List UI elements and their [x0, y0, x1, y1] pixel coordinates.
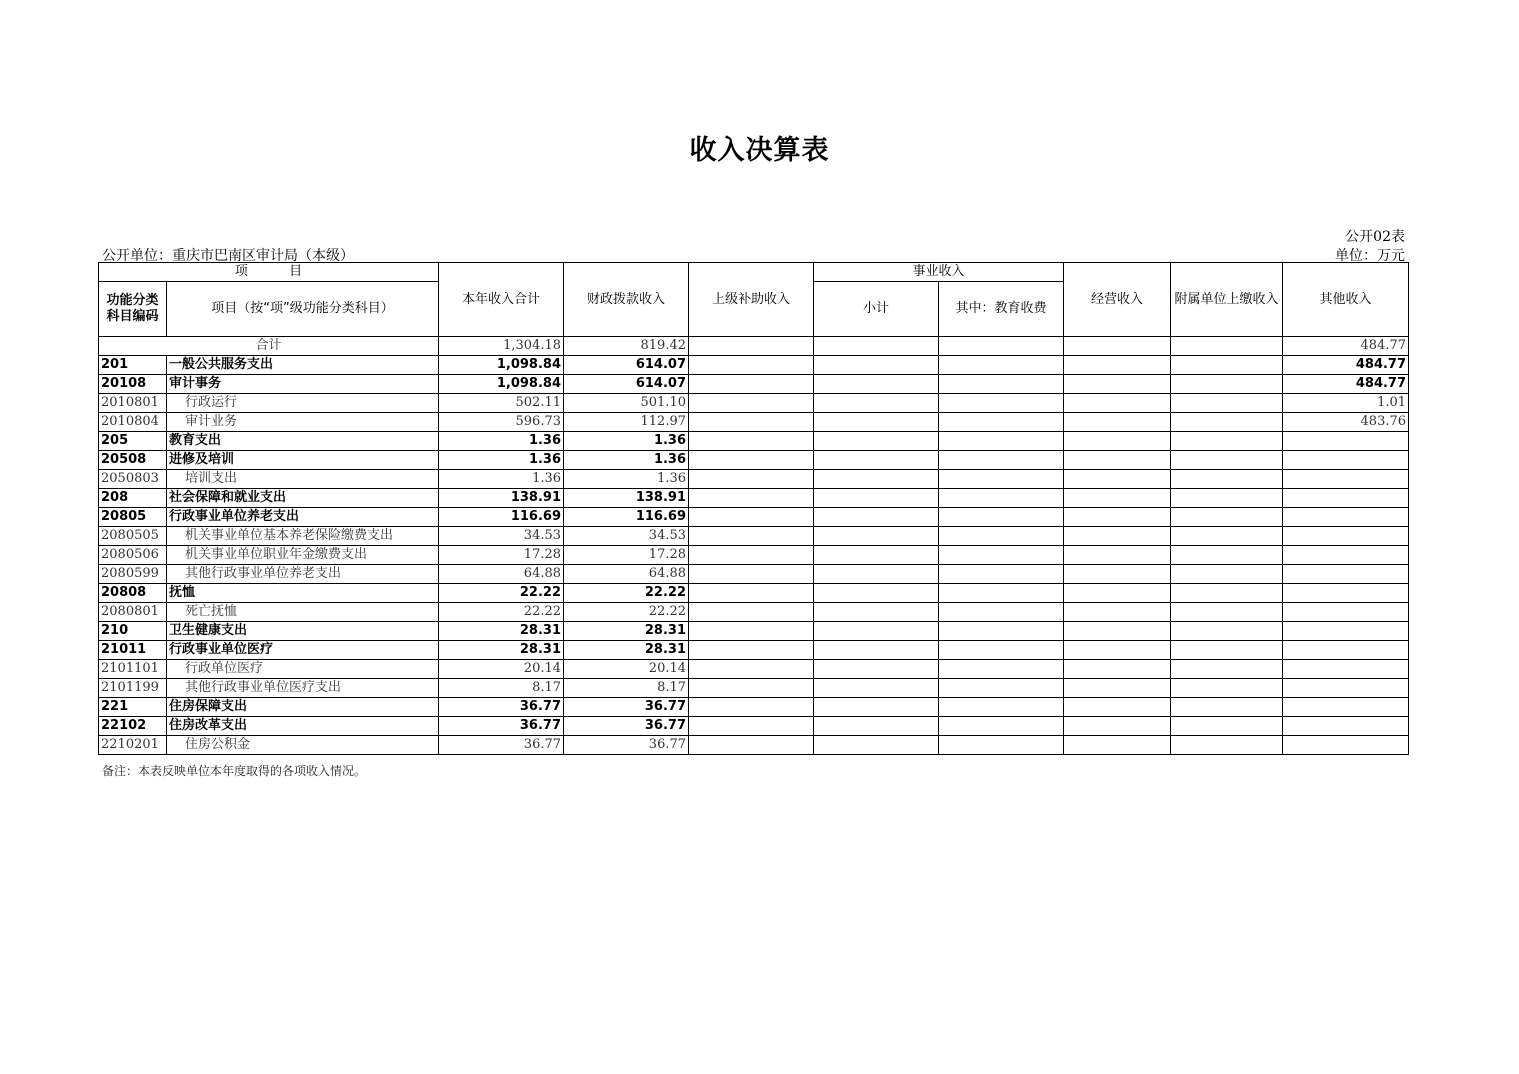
row-code: 2080599: [99, 565, 167, 584]
row-code: 2010804: [99, 413, 167, 432]
row-other: [1283, 470, 1409, 489]
row-other: [1283, 679, 1409, 698]
row-fiscal: 1.36: [564, 470, 689, 489]
row-name: 行政事业单位养老支出: [167, 508, 439, 527]
row-other: [1283, 508, 1409, 527]
row-name: 其他行政事业单位医疗支出: [167, 679, 439, 698]
row-code: 2210201: [99, 736, 167, 755]
total-other: 484.77: [1283, 337, 1409, 356]
row-fiscal: 28.31: [564, 622, 689, 641]
table-row: [99, 736, 1409, 755]
row-name: 审计事务: [167, 375, 439, 394]
row-code: 2080506: [99, 546, 167, 565]
table-row: [99, 508, 1409, 527]
row-code: 20108: [99, 375, 167, 394]
row-other: [1283, 565, 1409, 584]
table-row: [99, 622, 1409, 641]
header-career: 事业收入: [814, 263, 1064, 282]
table-row: [99, 679, 1409, 698]
row-total: 1.36: [439, 432, 564, 451]
table-row: [99, 698, 1409, 717]
total-row: [99, 337, 1409, 356]
table-row: [99, 356, 1409, 375]
row-total: 8.17: [439, 679, 564, 698]
row-code: 2050803: [99, 470, 167, 489]
header-total: 本年收入合计: [439, 263, 564, 337]
header-code: 功能分类科目编码: [99, 282, 167, 337]
table-row: [99, 584, 1409, 603]
row-other: [1283, 451, 1409, 470]
table-row: [99, 565, 1409, 584]
row-fiscal: 116.69: [564, 508, 689, 527]
row-name: 住房保障支出: [167, 698, 439, 717]
header-business: 经营收入: [1064, 263, 1171, 337]
row-code: 20805: [99, 508, 167, 527]
row-total: 22.22: [439, 584, 564, 603]
row-name: 住房公积金: [167, 736, 439, 755]
row-total: 36.77: [439, 736, 564, 755]
row-total: 502.11: [439, 394, 564, 413]
row-code: 20508: [99, 451, 167, 470]
table-row: [99, 394, 1409, 413]
row-other: 484.77: [1283, 356, 1409, 375]
header-superior: 上级补助收入: [689, 263, 814, 337]
table-row: [99, 717, 1409, 736]
row-total: 1,098.84: [439, 356, 564, 375]
total-total: 1,304.18: [439, 337, 564, 356]
row-other: [1283, 603, 1409, 622]
row-total: 36.77: [439, 698, 564, 717]
row-other: [1283, 432, 1409, 451]
row-fiscal: 20.14: [564, 660, 689, 679]
total-fiscal: 819.42: [564, 337, 689, 356]
row-code: 205: [99, 432, 167, 451]
row-code: 2101101: [99, 660, 167, 679]
table-row: [99, 489, 1409, 508]
row-code: 2101199: [99, 679, 167, 698]
row-total: 138.91: [439, 489, 564, 508]
row-name: 住房改革支出: [167, 717, 439, 736]
row-other: [1283, 489, 1409, 508]
row-code: 20808: [99, 584, 167, 603]
row-name: 抚恤: [167, 584, 439, 603]
row-code: 221: [99, 698, 167, 717]
row-total: 36.77: [439, 717, 564, 736]
row-fiscal: 36.77: [564, 698, 689, 717]
row-name: 一般公共服务支出: [167, 356, 439, 375]
row-fiscal: 36.77: [564, 736, 689, 755]
header-affiliated: 附属单位上缴收入: [1171, 263, 1283, 337]
row-total: 64.88: [439, 565, 564, 584]
row-name: 卫生健康支出: [167, 622, 439, 641]
row-code: 208: [99, 489, 167, 508]
table-row: [99, 432, 1409, 451]
row-code: 2080505: [99, 527, 167, 546]
table-row: [99, 641, 1409, 660]
row-other: [1283, 584, 1409, 603]
row-name: 培训支出: [167, 470, 439, 489]
row-fiscal: 17.28: [564, 546, 689, 565]
total-label: 合计: [99, 337, 439, 356]
row-name: 行政单位医疗: [167, 660, 439, 679]
table-note: 备注：本表反映单位本年度取得的各项收入情况。: [102, 764, 367, 778]
row-fiscal: 1.36: [564, 451, 689, 470]
money-unit: 单位：万元: [1335, 248, 1405, 264]
table-row: [99, 470, 1409, 489]
row-other: [1283, 698, 1409, 717]
table-row: [99, 451, 1409, 470]
header-other: 其他收入: [1283, 263, 1409, 337]
row-name: 机关事业单位基本养老保险缴费支出: [167, 527, 439, 546]
income-table: [98, 262, 1409, 755]
row-name: 行政事业单位医疗: [167, 641, 439, 660]
row-total: 28.31: [439, 622, 564, 641]
row-total: 20.14: [439, 660, 564, 679]
row-name: 其他行政事业单位养老支出: [167, 565, 439, 584]
row-name: 死亡抚恤: [167, 603, 439, 622]
row-total: 22.22: [439, 603, 564, 622]
row-total: 28.31: [439, 641, 564, 660]
row-other: [1283, 622, 1409, 641]
row-total: 116.69: [439, 508, 564, 527]
row-name: 进修及培训: [167, 451, 439, 470]
row-fiscal: 112.97: [564, 413, 689, 432]
row-fiscal: 28.31: [564, 641, 689, 660]
header-subtotal: 小计: [814, 282, 939, 337]
row-total: 1.36: [439, 451, 564, 470]
row-total: 596.73: [439, 413, 564, 432]
row-other: [1283, 660, 1409, 679]
row-fiscal: 614.07: [564, 356, 689, 375]
row-fiscal: 501.10: [564, 394, 689, 413]
header-name: 项目（按“项”级功能分类科目）: [167, 282, 439, 337]
row-total: 1.36: [439, 470, 564, 489]
row-fiscal: 34.53: [564, 527, 689, 546]
page-title: 收入决算表: [689, 135, 830, 166]
table-row: [99, 413, 1409, 432]
row-other: 484.77: [1283, 375, 1409, 394]
row-total: 1,098.84: [439, 375, 564, 394]
row-name: 机关事业单位职业年金缴费支出: [167, 546, 439, 565]
row-name: 行政运行: [167, 394, 439, 413]
row-fiscal: 36.77: [564, 717, 689, 736]
row-code: 21011: [99, 641, 167, 660]
table-row: [99, 527, 1409, 546]
row-code: 2080801: [99, 603, 167, 622]
header-fiscal: 财政拨款收入: [564, 263, 689, 337]
row-fiscal: 64.88: [564, 565, 689, 584]
row-other: [1283, 736, 1409, 755]
row-code: 201: [99, 356, 167, 375]
row-other: 483.76: [1283, 413, 1409, 432]
row-other: [1283, 641, 1409, 660]
row-total: 17.28: [439, 546, 564, 565]
row-fiscal: 22.22: [564, 603, 689, 622]
table-row: [99, 603, 1409, 622]
table-row: [99, 660, 1409, 679]
row-fiscal: 138.91: [564, 489, 689, 508]
row-name: 教育支出: [167, 432, 439, 451]
row-code: 2010801: [99, 394, 167, 413]
table-row: [99, 546, 1409, 565]
header-edu: 其中：教育收费: [939, 282, 1064, 337]
row-other: [1283, 717, 1409, 736]
row-name: 审计业务: [167, 413, 439, 432]
row-other: [1283, 527, 1409, 546]
row-other: 1.01: [1283, 394, 1409, 413]
row-total: 34.53: [439, 527, 564, 546]
row-other: [1283, 546, 1409, 565]
row-name: 社会保障和就业支出: [167, 489, 439, 508]
row-code: 210: [99, 622, 167, 641]
row-fiscal: 1.36: [564, 432, 689, 451]
row-fiscal: 614.07: [564, 375, 689, 394]
row-code: 22102: [99, 717, 167, 736]
row-fiscal: 8.17: [564, 679, 689, 698]
table-row: [99, 375, 1409, 394]
header-item: 项 目: [99, 263, 439, 282]
reporting-unit: 公开单位：重庆市巴南区审计局（本级）: [102, 248, 354, 264]
row-fiscal: 22.22: [564, 584, 689, 603]
form-number: 公开02表: [1345, 229, 1405, 245]
